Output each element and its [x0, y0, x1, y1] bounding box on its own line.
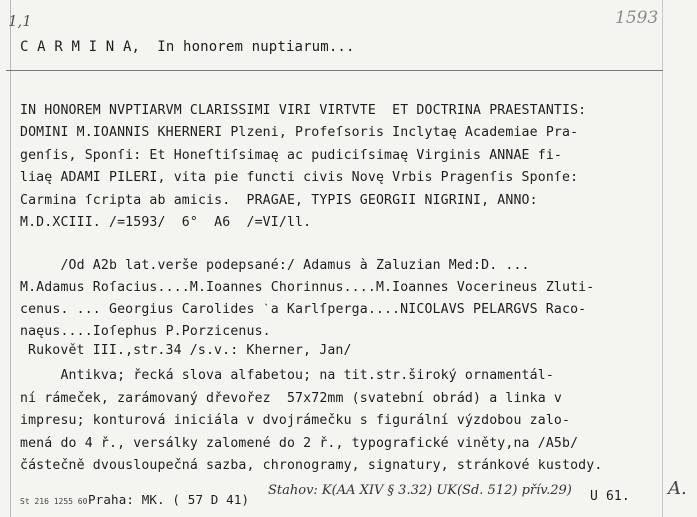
card-margin-line-right [662, 0, 663, 517]
description-line-1: Antikva; řecká slova alfabetou; na tit.str.široký ornamentál- [20, 368, 554, 383]
description-line-3: impresu; konturová iniciála v dvojrámečku s figurální výzdobou zalo- [20, 413, 571, 428]
contributors-line-2: M.Adamus Roſacius....M.Ioannes Chorinnus....M.Ioannes Vocerineus Zluti- [20, 280, 595, 295]
page-reference: U 61. [590, 489, 630, 504]
description-line-5: částečně dvousloupečná sazba, chronogramy, signatury, stránkové kustody. [20, 458, 603, 473]
contributors-line-3: cenus. ... Georgius Carolides ˋa Karlſperga....NICOLAVS PELARGVS Raco- [20, 302, 587, 317]
location-line: Praha: MK. ( 57 D 41) [88, 492, 250, 507]
contributors-line-4: naęus....Ioſephus P.Porzicenus. [20, 324, 271, 339]
title-line-4: liaę ADAMI PILERI, vita pie functi civis Novę Vrbis Pragenſis Sponſe: [20, 170, 579, 185]
reference-line: Rukovět III.,str.34 /s.v.: Kherner, Jan/ [28, 343, 352, 358]
description-line-2: ní rámeček, zarámovaný dřevořez 57x72mm (svatební obrád) a linka v [20, 391, 562, 406]
handwritten-location-note: Stahov: K(AA XIV § 3.32) UK(Sd. 512) přív.29) [268, 483, 572, 498]
title-line-3: genſis, Sponſi: Et Honeſtiſsimaę ac pudiciſsimaę Virginis ANNAE fi- [20, 148, 562, 163]
description-line-4: mená do 4 ř., versálky zalomené do 2 ř., typografické viněty,na /A5b/ [20, 436, 579, 451]
title-line-2: DOMINI M.IOANNIS KHERNERI Plzeni, Profeſsoris Inclytaę Academiae Pra- [20, 125, 579, 140]
card-margin-line-left [10, 0, 11, 517]
print-code: St 216 1255 60 [20, 497, 88, 506]
contributors-line-1: /Od A2b lat.verše podepsané:/ Adamus à Zaluzian Med:D. ... [20, 258, 530, 273]
corner-mark: 1,1 [8, 12, 32, 30]
title-line-5: Carmina ſcripta ab amicis. PRAGAE, TYPIS GEORGII NIGRINI, ANNO: [20, 193, 538, 208]
year-mark: 1593 [615, 8, 659, 28]
handwritten-letter: A. [668, 478, 687, 499]
imprint-line: M.D.XCIII. /=1593/ 6° A6 /=VI/ll. [20, 215, 312, 230]
title-line-1: IN HONOREM NVPTIARVM CLARISSIMI VIRI VIRTVTE ET DOCTRINA PRAESTANTIS: [20, 103, 587, 118]
heading-rule [6, 70, 663, 71]
card-heading: C A R M I N A, In honorem nuptiarum... [20, 39, 355, 55]
